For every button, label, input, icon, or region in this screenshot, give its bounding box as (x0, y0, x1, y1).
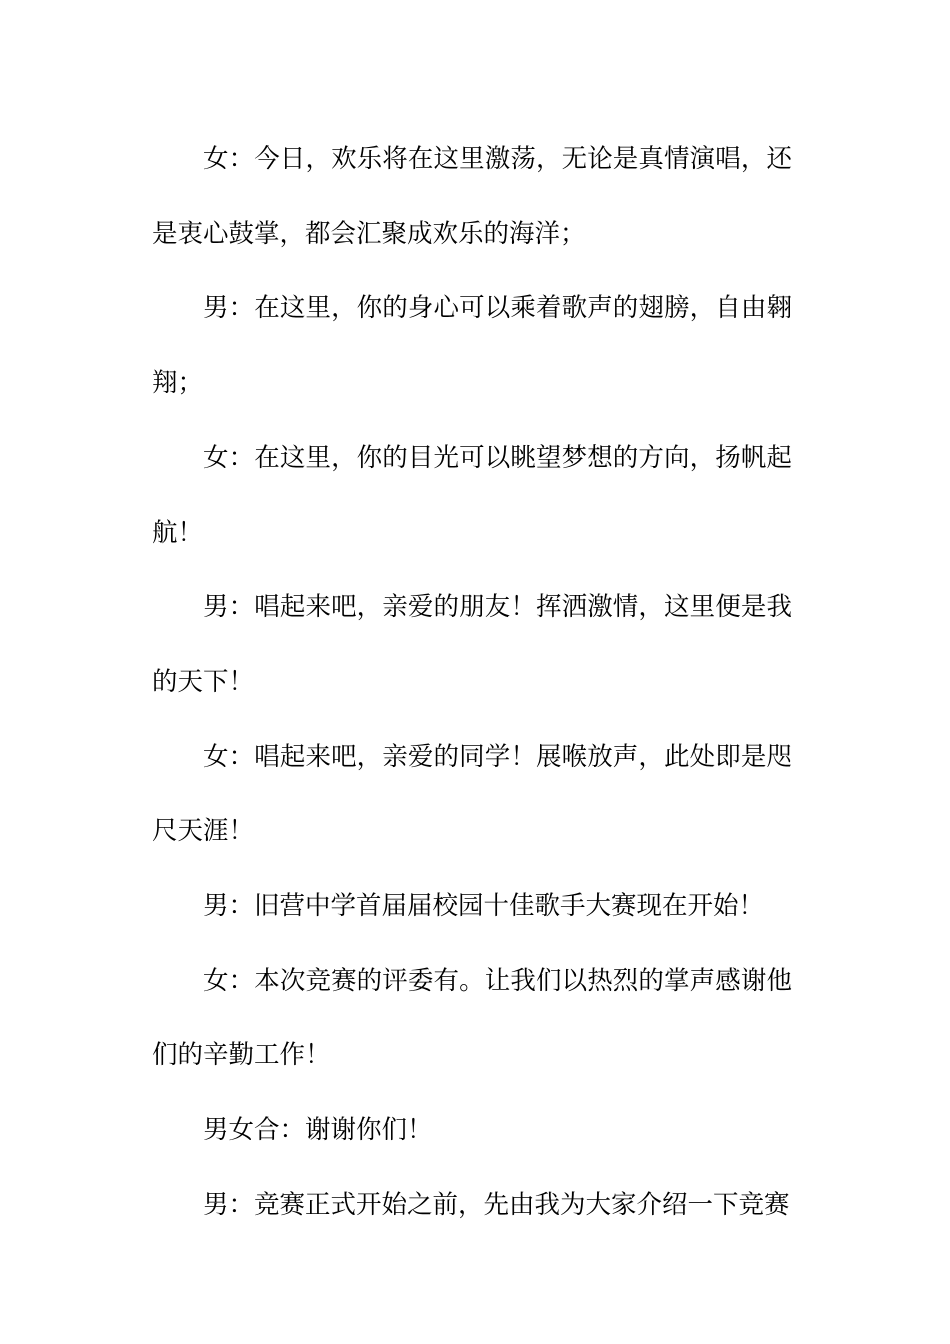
paragraph-1: 女：今日，欢乐将在这里激荡，无论是真情演唱，还是衷心鼓掌，都会汇聚成欢乐的海洋； (152, 144, 792, 249)
paragraph-7: 女：本次竞赛的评委有。让我们以热烈的掌声感谢他们的辛勤工作！ (152, 965, 792, 1071)
paragraph-4: 男：唱起来吧，亲爱的朋友！挥洒激情，这里便是我的天下！ (152, 592, 792, 697)
paragraph-8: 男女合：谢谢你们！ (203, 1115, 433, 1146)
paragraph-2: 男：在这里，你的身心可以乘着歌声的翅膀，自由翱翔； (152, 293, 792, 399)
paragraph-3: 女：在这里，你的目光可以眺望梦想的方向，扬帆起航！ (152, 442, 792, 548)
document-body (152, 122, 792, 1243)
paragraph-9: 男：竞赛正式开始之前，先由我为大家介绍一下竞赛 (203, 1189, 790, 1220)
paragraph-6: 男：旧营中学首届届校园十佳歌手大赛现在开始！ (203, 891, 765, 922)
paragraph-5: 女：唱起来吧，亲爱的同学！展喉放声，此处即是咫尺天涯！ (152, 741, 792, 847)
